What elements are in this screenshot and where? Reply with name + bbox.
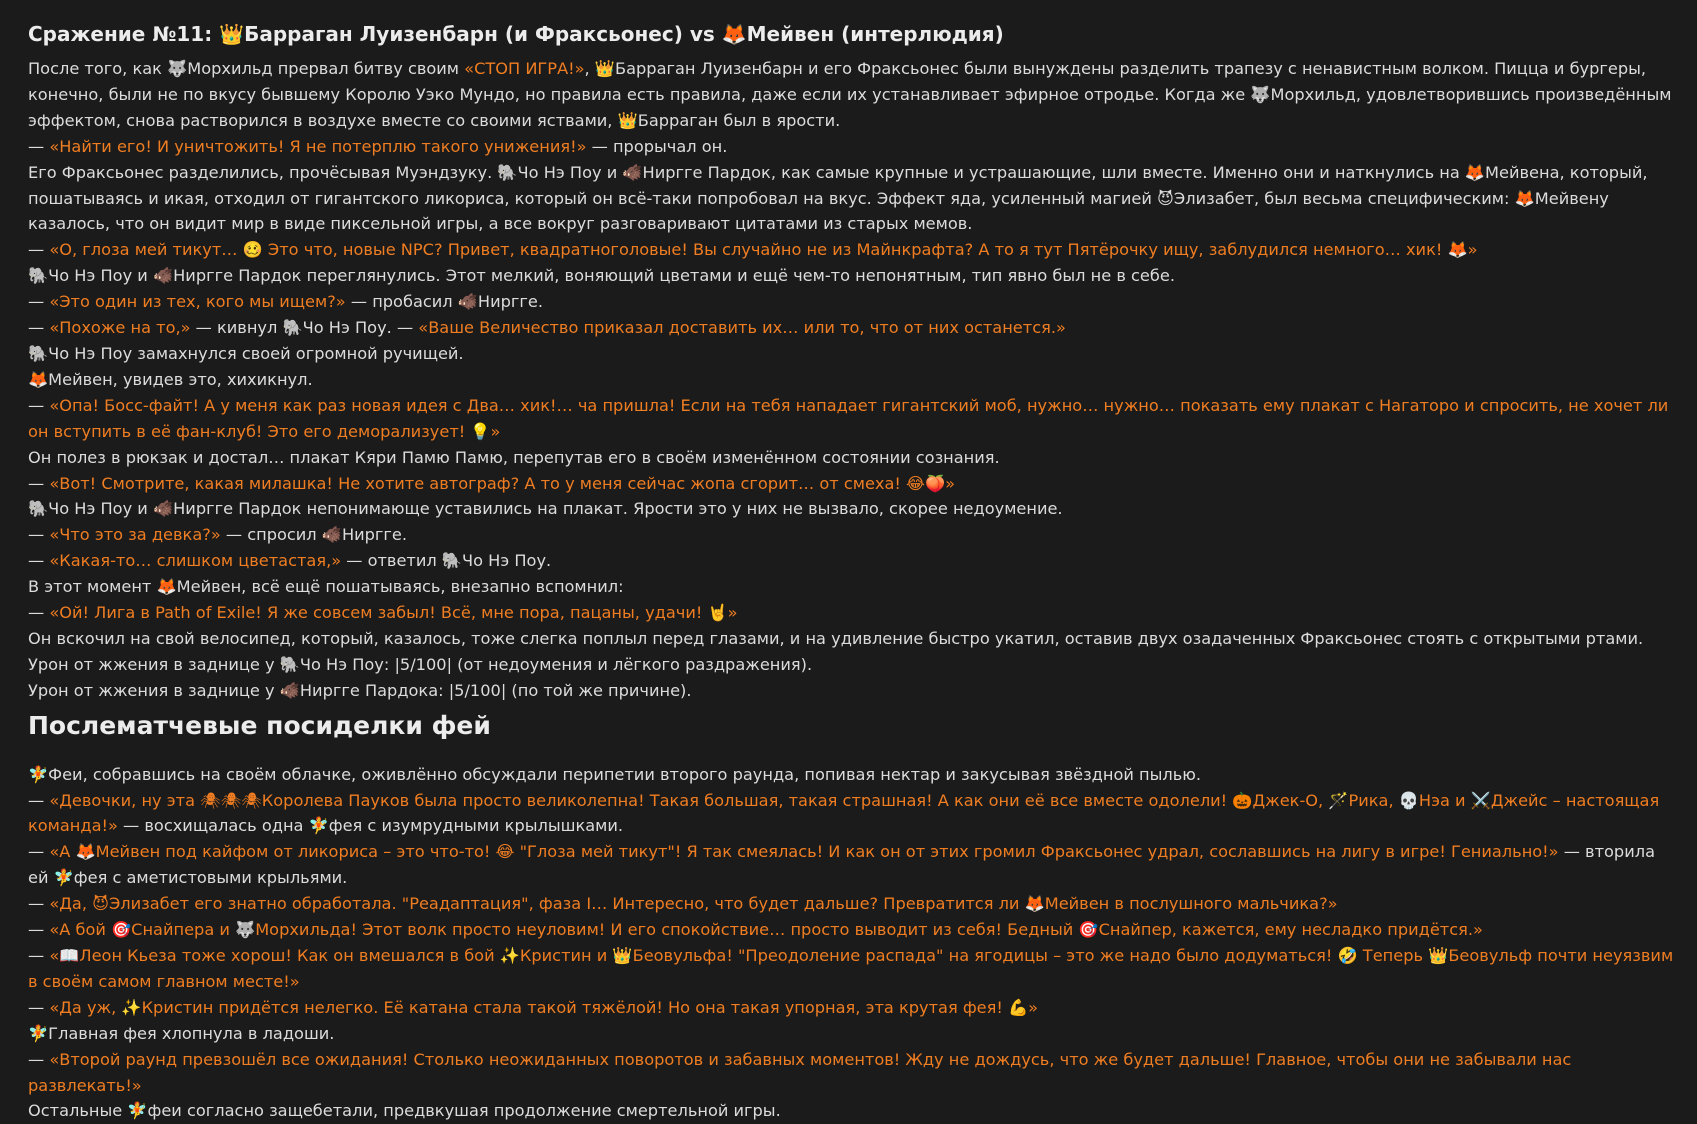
story-paragraph [28, 600, 1675, 626]
narration-text: — [28, 920, 50, 940]
story-paragraph [28, 626, 1675, 652]
story-paragraph [28, 1047, 1675, 1099]
dialogue-quote: «А 🦊Мейвен под кайфом от ликориса – это что-то! 😂 "Глоза мей тикут"! Я так смеялась! И как он от этих громил Фраксьонес удрал, сославшись на лигу в игре! Гениально!» [49, 842, 1559, 862]
narration-text: — прорычал он. [586, 136, 728, 156]
story-paragraph [28, 1021, 1675, 1047]
dialogue-quote: «Это один из тех, кого мы ищем?» [49, 292, 346, 312]
dialogue-quote: «О, глоза мей тикут… 🥴 Это что, новые NPC? Привет, квадратноголовые! Вы случайно не из Майнкрафта? А то я тут Пятёрочку ищу, заблудился немного… хик! 🦊» [49, 240, 1478, 260]
narration-text: — [28, 790, 50, 810]
narration-text: — вторила ей 🧚фея с аметистовыми крыльями. [28, 842, 1655, 888]
dialogue-quote: «Какая-то… слишком цветастая,» [49, 551, 342, 571]
narration-text: — [28, 292, 50, 312]
narration-text: 🐘Чо Нэ Поу и 🐗Ниргге Пардок непонимающе уставились на плакат. Ярости это у них не вызвало, скорее недоумение. [28, 499, 1063, 519]
narration-text: Он полез в рюкзак и достал… плакат Кяри Памю Памю, перепутав его в своём изменённом состоянии сознания. [28, 447, 1000, 467]
story-paragraph [28, 289, 1675, 315]
story-paragraph [28, 160, 1675, 238]
narration-text: — [28, 551, 50, 571]
story-paragraph [28, 315, 1675, 341]
narration-text: После того, как 🐺Морхильд прервал битву своим [28, 59, 465, 78]
story-paragraph [28, 263, 1675, 289]
dialogue-quote: «Опа! Босс-файт! А у меня как раз новая идея с Два… хик!… ча пришла! Если на тебя нападает гигантский моб, нужно… нужно… показать ему плакат с Нагаторо и спросить, не хочет ли он вступить в её фан-клуб! Это его деморализует! 💡» [28, 395, 1669, 441]
battle-story [28, 56, 1675, 704]
narration-text: В этот момент 🦊Мейвен, всё ещё пошатываясь, внезапно вспомнил: [28, 577, 624, 597]
story-paragraph [28, 496, 1675, 522]
dialogue-quote: «Второй раунд превзошёл все ожидания! Столько неожиданных поворотов и забавных моментов! Жду не дождусь, что же будет дальше! Главное, чтобы они не забывали нас развлекать!» [28, 1049, 1572, 1095]
story-paragraph [28, 367, 1675, 393]
narration-text: Его Фраксьонес разделились, прочёсывая Муэндзуку. 🐘Чо Нэ Поу и 🐗Ниргге Пардок, как самые крупные и устрашающие, шли вместе. Именно они и наткнулись на 🦊Мейвена, который, пошатываясь и икая, отходил от гигантского ликориса, который он всё-таки попробовал на вкус. Эффект яда, усиленный магией 😈Элизабет, был весьма специфическим: 🦊Мейвену казалось, что он видит мир в виде пиксельной игры, а все вокруг разговаривают цитатами из старых мемов. [28, 162, 1648, 234]
narration-text: , 👑Барраган Луизенбарн и его Фраксьонес были вынуждены разделить трапезу с ненавистным волком. Пицца и бургеры, конечно, были не по вкусу бывшему Королю Уэко Мундо, но правила есть правила, даже если их устанавливает эфирное отродье. Когда же 🐺Морхильд, удовлетворившись произведённым эффектом, снова растворился в воздухе вместе со своими яствами, 👑Барраган был в ярости. [28, 59, 1672, 130]
dialogue-quote: «Вот! Смотрите, какая милашка! Не хотите автограф? А то у меня сейчас жопа сгорит… от смеха! 😂🍑» [49, 473, 956, 493]
story-paragraph [28, 574, 1675, 600]
narration-text: — восхищалась одна 🧚фея с изумрудными крылышками. [117, 816, 624, 836]
narration-text: — [28, 1049, 50, 1069]
story-paragraph [28, 341, 1675, 367]
dialogue-quote: «Похоже на то,» [49, 318, 191, 338]
narration-text: — спросил 🐗Ниргге. [220, 525, 408, 545]
narration-text: — [28, 842, 50, 862]
dialogue-quote: «Что это за девка?» [49, 525, 221, 545]
story-paragraph [28, 891, 1675, 917]
narration-text: Он вскочил на свой велосипед, который, казалось, тоже слегка поплыл перед глазами, и на удивление быстро укатил, оставив двух озадаченных Фраксьонес стоять с открытыми ртами. [28, 628, 1644, 648]
story-paragraph [28, 237, 1675, 263]
narration-text: 🦊Мейвен, увидев это, хихикнул. [28, 369, 313, 389]
narration-text: Остальные 🧚феи согласно защебетали, предвкушая продолжение смертельной игры. [28, 1101, 781, 1121]
story-paragraph [28, 445, 1675, 471]
battle-heading: Сражение №11: 👑Барраган Луизенбарн (и Фраксьонес) vs 🦊Мейвен (интерлюдия) [28, 22, 1004, 46]
narration-text: 🧚Феи, собравшись на своём облачке, оживлённо обсуждали перипетии второго раунда, попивая нектар и закусывая звёздной пылью. [28, 764, 1202, 784]
narration-text: Урон от жжения в заднице у 🐘Чо Нэ Поу: |5/100| (от недоумения и лёгкого раздражения). [28, 654, 813, 674]
story-paragraph [28, 393, 1675, 445]
dialogue-quote: «📖Леон Кьеза тоже хорош! Как он вмешался в бой ✨Кристин и 👑Беовульфа! "Преодоление распада" на ягодицы – это же надо было додуматься! 🤣 Теперь 👑Беовульф почти неуязвим в своём самом главном месте!» [28, 946, 1674, 991]
narration-text: Урон от жжения в заднице у 🐗Ниргге Пардока: |5/100| (по той же причине). [28, 680, 692, 700]
narration-text: — [28, 603, 50, 623]
story-paragraph [28, 652, 1675, 678]
story-paragraph [28, 471, 1675, 497]
story-paragraph [28, 678, 1675, 704]
narration-text: 🐘Чо Нэ Поу и 🐗Ниргге Пардок переглянулись. Этот мелкий, воняющий цветами и ещё чем-то непонятным, тип явно был не в себе. [28, 266, 1175, 286]
narration-text: — [28, 997, 50, 1017]
narration-text: — [28, 946, 50, 965]
dialogue-quote: «Ой! Лига в Path of Exile! Я же совсем забыл! Всё, мне пора, пацаны, удачи! 🤘» [49, 603, 738, 623]
dialogue-quote: «Да, 😈Элизабет его знатно обработала. "Реадаптация", фаза I… Интересно, что будет дальше? Превратится ли 🦊Мейвен в послушного мальчика?» [49, 894, 1338, 914]
narration-text: — [28, 136, 50, 156]
story-paragraph [28, 995, 1675, 1021]
story-paragraph [28, 762, 1675, 788]
fairy-story [28, 762, 1675, 1124]
story-paragraph [28, 839, 1675, 891]
story-paragraph [28, 788, 1675, 840]
dialogue-quote: «Ваше Величество приказал доставить их… или то, что от них останется.» [418, 318, 1066, 338]
dialogue-quote: «Девочки, ну эта 🕷🕷🕷Королева Пауков была просто великолепна! Такая большая, такая страшная! А как они её все вместе одолели! 🎃Джек-О, 🪄Рика, 💀Нэа и ⚔️Джейс – настоящая команда!» [28, 790, 1660, 836]
narration-text: — [28, 318, 50, 338]
story-paragraph [28, 134, 1675, 160]
narration-text: — кивнул 🐘Чо Нэ Поу. — [190, 318, 419, 338]
dialogue-quote: «Да уж, ✨Кристин придётся нелегко. Её катана стала такой тяжёлой! Но она такая упорная, эта крутая фея! 💪» [49, 997, 1039, 1017]
dialogue-quote: «СТОП ИГРА!» [464, 59, 585, 78]
dialogue-quote: «А бой 🎯Снайпера и 🐺Морхильда! Этот волк просто неуловим! И его спокойствие… просто выводит из себя! Бедный 🎯Снайпер, кажется, ему несладко придётся.» [49, 920, 1483, 940]
narration-text: 🐘Чо Нэ Поу замахнулся своей огромной ручищей. [28, 343, 464, 363]
narration-text: — [28, 240, 50, 260]
dialogue-quote: «Найти его! И уничтожить! Я не потерплю такого унижения!» [49, 136, 587, 156]
story-paragraph [28, 943, 1675, 995]
narration-text: — ответил 🐘Чо Нэ Поу. [341, 551, 552, 571]
narration-text: — [28, 473, 50, 493]
section-heading: Послематчевые посиделки фей [28, 710, 491, 740]
story-paragraph [28, 522, 1675, 548]
narration-text: — пробасил 🐗Ниргге. [345, 292, 544, 312]
story-paragraph [28, 1098, 1675, 1124]
story-paragraph [28, 56, 1675, 134]
narration-text: — [28, 525, 50, 545]
story-paragraph [28, 548, 1675, 574]
narration-text: 🧚Главная фея хлопнула в ладоши. [28, 1023, 335, 1043]
narration-text: — [28, 395, 50, 415]
story-paragraph [28, 917, 1675, 943]
narration-text: — [28, 894, 50, 914]
